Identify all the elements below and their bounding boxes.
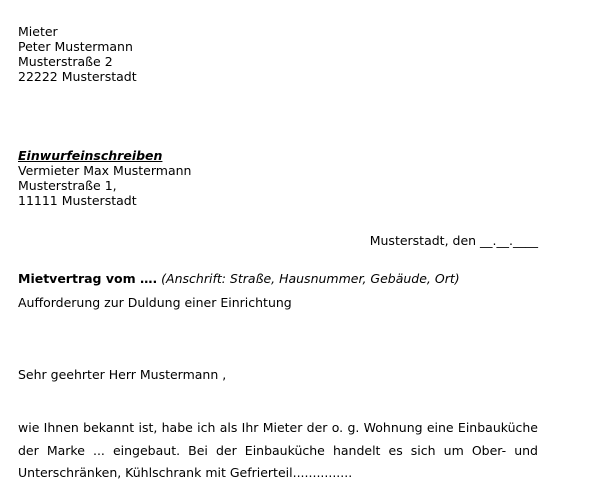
subject-contract: Mietvertrag vom …. <box>18 271 158 286</box>
recipient-city: 11111 Musterstadt <box>18 193 137 208</box>
subject-line <box>18 271 460 286</box>
sender-street: Musterstraße 2 <box>18 54 113 69</box>
salutation: Sehr geehrter Herr Mustermann , <box>18 367 227 382</box>
sender-city: 22222 Musterstadt <box>18 69 137 84</box>
recipient-name: Vermieter Max Mustermann <box>18 163 192 178</box>
recipient-address-block <box>18 148 191 208</box>
subject-request: Aufforderung zur Duldung einer Einrichtung <box>18 295 292 310</box>
mail-type: Einwurfeinschreiben <box>18 148 163 163</box>
sender-name: Peter Mustermann <box>18 39 133 54</box>
recipient-street: Musterstraße 1, <box>18 178 117 193</box>
place-date-line: Musterstadt, den __.__.____ <box>369 233 538 248</box>
sender-role: Mieter <box>18 24 58 39</box>
body-paragraph: wie Ihnen bekannt ist, habe ich als Ihr Mieter der o. g. Wohnung eine Einbauküche der Marke ... eingebaut. Bei der Einbauküche handelt es sich um Ober- und Unterschränken, Kühlschrank mit Gefrierteil............... <box>18 420 538 480</box>
subject-address-hint: (Anschrift: Straße, Hausnummer, Gebäude, Ort) <box>157 271 460 286</box>
sender-address-block <box>18 24 137 84</box>
